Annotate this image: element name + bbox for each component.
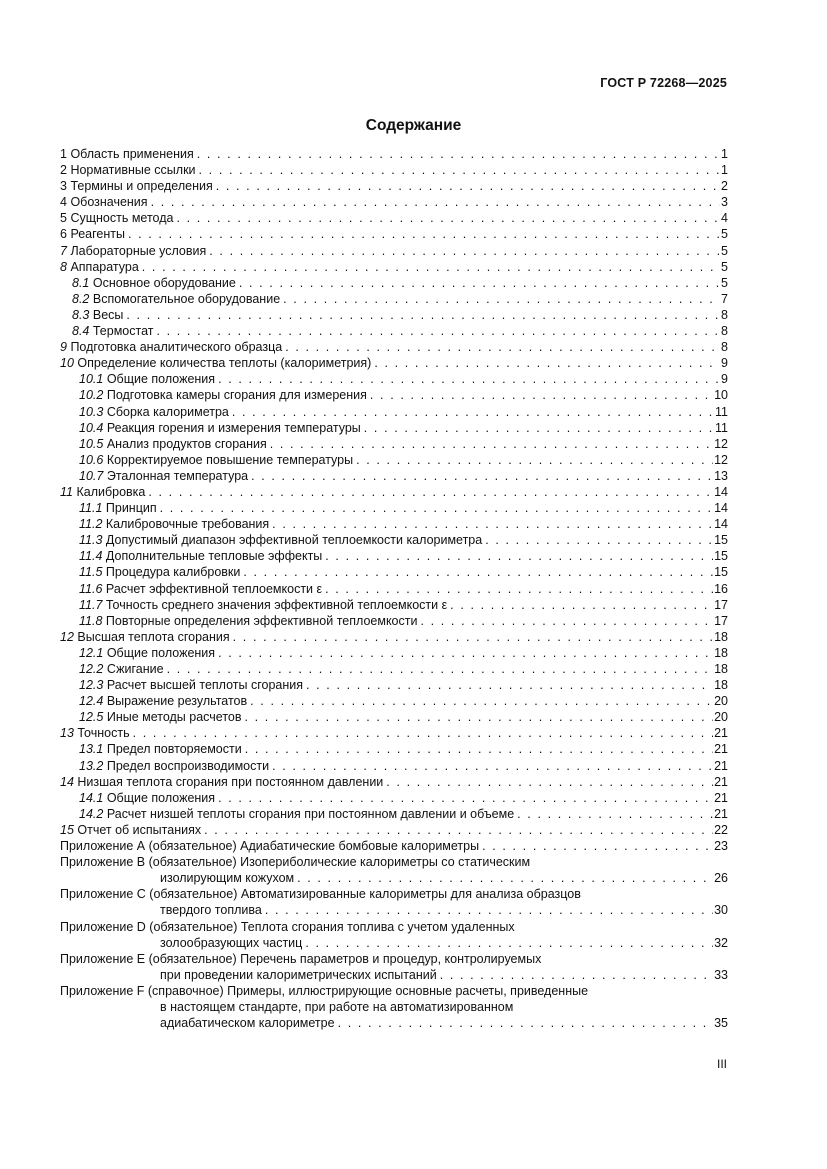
dot-leader [374, 355, 720, 371]
toc-entry-number: 12 [60, 629, 74, 644]
toc-entry[interactable] [60, 919, 728, 951]
toc-entry[interactable] [60, 339, 728, 355]
toc-entry[interactable] [60, 548, 728, 564]
toc-entry-page: 15 [714, 565, 728, 580]
toc-entry-title: Определение количества теплоты (калориметрия) [77, 356, 372, 371]
toc-entry[interactable] [60, 404, 728, 420]
toc-entry-title: Анализ продуктов сгорания [106, 436, 267, 451]
dot-leader [142, 259, 720, 275]
toc-entry-title: Корректируемое повышение температуры [106, 452, 354, 467]
dot-leader [485, 532, 713, 548]
toc-entry-page: 5 [721, 275, 728, 290]
toc-entry[interactable] [60, 146, 728, 162]
toc-entry[interactable] [60, 822, 728, 838]
toc-entry-page: 12 [714, 452, 728, 467]
toc-entry[interactable] [60, 420, 728, 436]
toc-entry-page: 20 [714, 710, 728, 725]
toc-entry-number: 13 [60, 726, 74, 741]
toc-entry-page: 11 [715, 420, 728, 435]
toc-entry-title: Сборка калориметра [106, 404, 229, 419]
toc-entry-page: 32 [714, 935, 728, 950]
dot-leader [218, 645, 713, 661]
toc-entry-page: 11 [715, 404, 728, 419]
toc-entry-page: 8 [721, 340, 728, 355]
dot-leader [265, 902, 713, 918]
page-number: III [716, 1057, 727, 1071]
dot-leader [197, 146, 720, 162]
toc-entry-title: Отчет об испытаниях [77, 822, 202, 837]
dot-leader [251, 468, 713, 484]
toc-entry-page: 21 [714, 806, 728, 821]
toc-entry[interactable] [60, 806, 728, 822]
toc-entry-page: 8 [721, 324, 728, 339]
toc-entry-number: 12.3 [79, 678, 104, 693]
dot-leader [283, 291, 720, 307]
toc-entry-title-continued: при проведении калориметрических испытаний [160, 967, 437, 982]
toc-entry-title: Процедура калибровки [105, 565, 241, 580]
toc-entry-number: 11.5 [79, 565, 103, 580]
dot-leader [297, 870, 713, 886]
toc-entry-title: Высшая теплота сгорания [77, 629, 230, 644]
toc-entry-page: 7 [721, 291, 728, 306]
dot-leader [167, 661, 714, 677]
dot-leader [482, 838, 713, 854]
toc-entry-page: 18 [714, 662, 728, 676]
toc-entry-title-continued: изолирующим кожухом [160, 871, 295, 886]
toc-entry-title: Расчет высшей теплоты сгорания [106, 678, 304, 693]
dot-leader [218, 371, 720, 387]
toc-entry-title: Реагенты [70, 227, 125, 242]
toc-entry[interactable] [60, 387, 728, 403]
dot-leader [356, 452, 713, 468]
toc-entry-number: 11.3 [79, 533, 103, 548]
toc-entry-title: Дополнительные тепловые эффекты [105, 549, 323, 564]
toc-entry[interactable] [60, 790, 728, 806]
dot-leader [233, 629, 713, 645]
toc-entry-number: 8.1 [72, 275, 90, 290]
toc-entry-number: 14 [60, 774, 74, 789]
dot-leader [245, 709, 714, 725]
toc-entry-number: 11.7 [79, 597, 103, 612]
toc-entry-title: Термостат [92, 324, 154, 339]
toc-entry[interactable] [60, 613, 728, 629]
toc-entry[interactable] [60, 452, 728, 468]
toc-entry-title: Основное оборудование [92, 275, 236, 290]
toc-entry-number: 8 [60, 259, 67, 274]
toc-entry[interactable] [60, 194, 728, 210]
toc-entry-page: 15 [714, 549, 728, 564]
toc-entry[interactable] [60, 581, 728, 597]
toc-entry-title: Предел повторяемости [106, 742, 242, 757]
toc-entry-title: Нормативные ссылки [70, 163, 196, 178]
dot-leader [157, 323, 721, 339]
toc-entry-title: Сжигание [106, 662, 164, 676]
dot-leader [325, 548, 713, 564]
toc-entry-page: 21 [714, 758, 728, 773]
toc-entry[interactable] [60, 275, 728, 291]
toc-entry[interactable] [60, 532, 728, 548]
dot-leader [243, 564, 713, 580]
toc-entry-page: 30 [714, 903, 728, 918]
toc-entry-title: Расчет низшей теплоты сгорания при постоянном давлении и объеме [106, 806, 515, 821]
toc-entry-page: 10 [714, 388, 728, 403]
toc-entry[interactable] [60, 645, 728, 661]
dot-leader [148, 484, 713, 500]
toc-entry-page: 9 [721, 372, 728, 387]
toc-entry-title: Аппаратура [70, 259, 139, 274]
toc-entry[interactable] [60, 243, 728, 259]
toc-entry-number: 11.1 [79, 501, 103, 516]
toc-entry-page: 14 [714, 517, 728, 532]
toc-entry-number: 10.7 [79, 468, 104, 483]
toc-entry-page: 22 [714, 822, 728, 837]
toc-entry-page: 35 [714, 1016, 728, 1031]
toc-entry-title: Повторные определения эффективной теплоемкости [105, 613, 418, 628]
toc-entry-number: 11.4 [79, 549, 103, 564]
toc-entry-number: 7 [60, 243, 67, 258]
dot-leader [199, 162, 721, 178]
toc-entry[interactable] [60, 951, 728, 983]
toc-entry-title: Приложение Е (обязательное) Перечень параметров и процедур, контролируемых [60, 951, 542, 966]
dot-leader [250, 693, 713, 709]
toc-entry-title: Общие положения [106, 645, 216, 660]
toc-entry-title: Термины и определения [70, 179, 213, 194]
dot-leader [270, 436, 713, 452]
toc-entry-number: 12.2 [79, 662, 104, 676]
toc-entry-title: Приложение С (обязательное) Автоматизированные калориметры для анализа образцов [60, 887, 581, 902]
toc-entry-number: 10.1 [79, 372, 104, 387]
toc-entry[interactable] [60, 436, 728, 452]
dot-leader [245, 741, 713, 757]
toc-entry-number: 10.6 [79, 452, 104, 467]
dot-leader [151, 194, 720, 210]
toc-entry-title-continued: в настоящем стандарте, при работе на автоматизированном [160, 999, 514, 1014]
toc-entry[interactable] [60, 661, 728, 677]
toc-entry-title: Лабораторные условия [70, 243, 207, 258]
toc-entry-title: Низшая теплота сгорания при постоянном давлении [77, 774, 384, 789]
toc-entry-page: 16 [714, 581, 728, 596]
toc-entry-title: Предел воспроизводимости [106, 758, 270, 773]
toc-entry-page: 17 [714, 597, 728, 612]
toc-entry-title: Вспомогательное оборудование [92, 291, 281, 306]
toc-entry-title: Область применения [70, 147, 194, 161]
dot-leader [285, 339, 720, 355]
toc-entry-number: 13.1 [79, 742, 104, 757]
toc-entry-title: Принцип [105, 501, 157, 516]
toc-entry-page: 18 [714, 629, 728, 644]
toc-entry-page: 4 [721, 211, 728, 226]
toc-entry-number: 12.4 [79, 694, 104, 709]
toc-entry-title: Точность [77, 726, 130, 741]
standard-code: ГОСТ Р 72268—2025 [600, 76, 727, 90]
toc-entry-title-continued: адиабатическом калориметре [160, 1016, 335, 1031]
toc-entry-page: 1 [721, 163, 728, 178]
dot-leader [239, 275, 720, 291]
toc-entry-title: Реакция горения и измерения температуры [106, 420, 361, 435]
toc-entry[interactable] [60, 323, 728, 339]
toc-entry[interactable] [60, 677, 728, 693]
toc-entry-number: 14.1 [79, 790, 104, 805]
toc-entry-title: Расчет эффективной теплоемкости ε [105, 581, 323, 596]
toc-entry[interactable] [60, 709, 728, 725]
toc-entry[interactable] [60, 741, 728, 757]
toc-entry-page: 2 [721, 179, 728, 194]
toc-entry[interactable] [60, 500, 728, 516]
toc-entry-title: Подготовка аналитического образца [70, 340, 283, 355]
toc-entry[interactable] [60, 886, 728, 918]
toc-entry-page: 20 [714, 694, 728, 709]
dot-leader [450, 597, 713, 613]
toc-entry-page: 17 [714, 613, 728, 628]
toc-entry-number: 12.1 [79, 645, 104, 660]
toc-entry-page: 14 [714, 501, 728, 516]
toc-entry-title: Выражение результатов [106, 694, 248, 709]
toc-entry-number: 3 [60, 179, 67, 194]
toc-entry-page: 21 [714, 774, 728, 789]
toc-entry-page: 9 [721, 356, 728, 371]
toc-entry-title: Обозначения [70, 195, 148, 210]
toc-entry-page: 23 [714, 839, 728, 854]
toc-entry[interactable] [60, 162, 728, 178]
toc-entry-number: 8.2 [72, 291, 90, 306]
toc-entry-number: 8.4 [72, 324, 90, 339]
dot-leader [325, 581, 713, 597]
page-title: Содержание [365, 117, 462, 134]
toc-entry-number: 11.8 [79, 613, 103, 628]
toc-entry-title: Сущность метода [70, 211, 174, 226]
toc-entry-title: Эталонная температура [106, 468, 249, 483]
toc-entry-title: Калибровочные требования [105, 517, 270, 532]
toc-entry-number: 5 [60, 211, 67, 226]
dot-leader [440, 967, 713, 983]
toc-entry[interactable] [60, 693, 728, 709]
toc-entry[interactable] [60, 210, 728, 226]
toc-entry-title-continued: золообразующих частиц [160, 935, 303, 950]
toc-entry-page: 12 [714, 436, 728, 451]
dot-leader [176, 210, 720, 226]
toc-entry-page: 21 [714, 790, 728, 805]
toc-entry-page: 18 [714, 645, 728, 660]
toc-entry-page: 13 [714, 468, 728, 483]
dot-leader [370, 387, 713, 403]
toc-entry[interactable] [60, 371, 728, 387]
dot-leader [272, 516, 713, 532]
toc-entry-title: Допустимый диапазон эффективной теплоемкости калориметра [105, 533, 483, 548]
toc-entry-number: 10.5 [79, 436, 104, 451]
toc-entry-title: Калибровка [76, 484, 146, 499]
toc-entry-number: 10.2 [79, 388, 104, 403]
toc-entry-number: 6 [60, 227, 67, 242]
toc-entry-title-continued: твердого топлива [160, 903, 262, 918]
toc-entry[interactable] [60, 307, 728, 323]
toc-entry[interactable] [60, 484, 728, 500]
toc-entry-title: Весы [92, 307, 124, 322]
dot-leader [160, 500, 713, 516]
toc-entry-page: 1 [721, 147, 728, 161]
toc-entry[interactable] [60, 758, 728, 774]
dot-leader [386, 774, 713, 790]
toc-entry[interactable] [60, 259, 728, 275]
toc-entry[interactable] [60, 838, 728, 854]
dot-leader [272, 758, 713, 774]
toc-entry-page: 15 [714, 533, 728, 548]
toc-entry[interactable] [60, 516, 728, 532]
toc-entry-title: Приложение F (справочное) Примеры, иллюстрирующие основные расчеты, приведенные [60, 983, 589, 998]
toc-entry-number: 11 [60, 484, 73, 499]
toc-entry-number: 10.4 [79, 420, 104, 435]
toc-entry-number: 15 [60, 822, 74, 837]
toc-entry-page: 8 [721, 307, 728, 322]
toc-entry-page: 5 [721, 227, 728, 242]
toc-entry[interactable] [60, 564, 728, 580]
toc-entry[interactable] [60, 983, 728, 1031]
toc-entry[interactable] [60, 597, 728, 613]
toc-entry[interactable] [60, 854, 728, 886]
toc-entry[interactable] [60, 355, 728, 371]
toc-entry-number: 12.5 [79, 710, 104, 725]
dot-leader [128, 226, 720, 242]
dot-leader [305, 935, 713, 951]
dot-leader [204, 822, 713, 838]
dot-leader [218, 790, 713, 806]
toc-entry-title: Приложение В (обязательное) Изопериболические калориметры со статическим [60, 855, 531, 870]
toc-entry[interactable] [60, 226, 728, 242]
toc-entry-number: 9 [60, 340, 67, 355]
toc-entry-page: 3 [721, 195, 728, 210]
toc-entry[interactable] [60, 178, 728, 194]
toc-entry-title: Подготовка камеры сгорания для измерения [106, 388, 367, 403]
toc-entry-page: 5 [721, 243, 728, 258]
toc-entry-title: Общие положения [106, 372, 216, 387]
toc-entry-number: 14.2 [79, 806, 104, 821]
toc-entry-number: 11.2 [79, 517, 103, 532]
toc-entry-page: 26 [714, 871, 728, 886]
dot-leader [364, 420, 714, 436]
dot-leader [126, 307, 720, 323]
toc-entry-page: 21 [714, 742, 728, 757]
dot-leader [517, 806, 713, 822]
toc-entry-number: 11.6 [79, 581, 103, 596]
toc-entry-page: 33 [714, 967, 728, 982]
toc-entry-number: 13.2 [79, 758, 104, 773]
dot-leader [216, 178, 720, 194]
dot-leader [133, 725, 714, 741]
toc-entry-number: 4 [60, 195, 67, 210]
dot-leader [338, 1015, 714, 1031]
toc-entry-title: Иные методы расчетов [106, 710, 242, 725]
toc-entry-title: Общие положения [106, 790, 216, 805]
toc-entry[interactable] [60, 468, 728, 484]
toc-entry-title: Приложение А (обязательное) Адиабатические бомбовые калориметры [60, 839, 480, 854]
toc-entry-page: 14 [714, 484, 728, 499]
toc-entry-page: 5 [721, 259, 728, 274]
toc-entry-number: 10 [60, 356, 74, 371]
toc-entry-number: 2 [60, 163, 67, 178]
table-of-contents [60, 146, 728, 1031]
toc-entry[interactable] [60, 725, 728, 741]
dot-leader [420, 613, 713, 629]
toc-entry[interactable] [60, 774, 728, 790]
toc-entry-page: 18 [714, 678, 728, 693]
toc-entry[interactable] [60, 629, 728, 645]
toc-entry-title: Приложение D (обязательное) Теплота сгорания топлива с учетом удаленных [60, 919, 515, 934]
toc-entry-page: 21 [714, 726, 728, 741]
toc-entry[interactable] [60, 291, 728, 307]
toc-entry-number: 10.3 [79, 404, 104, 419]
dot-leader [306, 677, 713, 693]
dot-leader [232, 404, 714, 420]
dot-leader [209, 243, 720, 259]
toc-entry-number: 8.3 [72, 307, 90, 322]
toc-entry-number: 1 [60, 147, 67, 161]
toc-entry-title: Точность среднего значения эффективной теплоемкости ε [105, 597, 448, 612]
